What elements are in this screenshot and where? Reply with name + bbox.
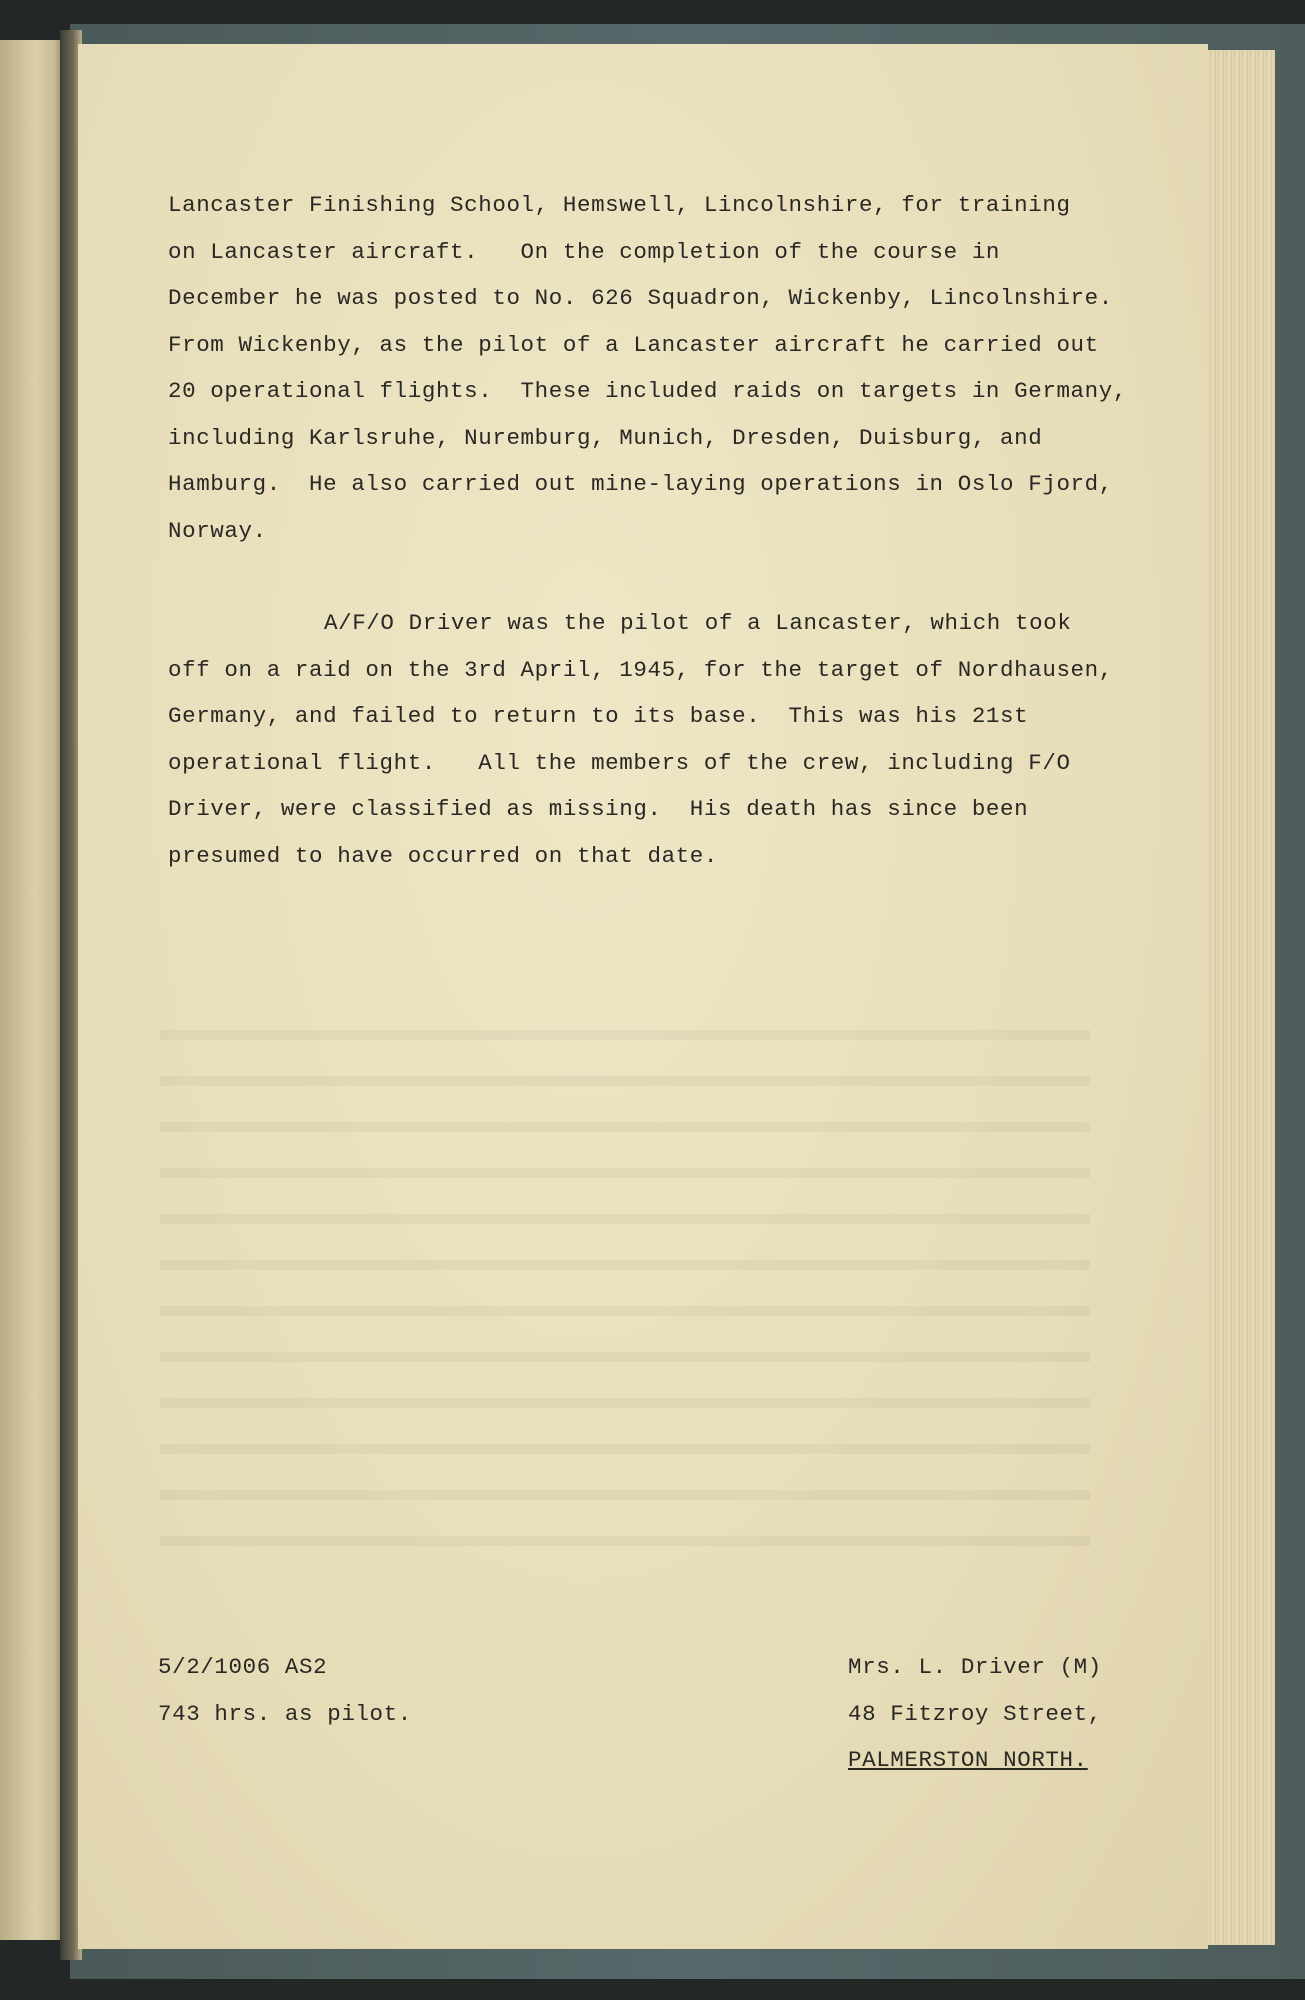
left-page [0,40,64,1940]
text-line: A/F/O Driver was the pilot of a Lancaster, which took [324,610,1072,636]
city: PALMERSTON NORTH. [848,1747,1088,1773]
text-line: operational flight. All the members of the crew, including F/O [168,749,1071,776]
text-line: Lancaster Finishing School, Hemswell, Lincolnshire, for training [168,192,1071,218]
text-line: Germany, and failed to return to its base. This was his 21st [168,703,1029,729]
text-line: Norway. [168,517,267,544]
addressee-name: Mrs. L. Driver (M) [848,1654,1102,1680]
body-text [168,182,1188,879]
next-of-kin-address [848,1644,1102,1784]
text-line: Hamburg. He also carried out mine-laying operations in Oslo Fjord, [168,471,1113,497]
bleed-through-text [160,1000,1090,1560]
text-line: From Wickenby, as the pilot of a Lancaster aircraft he carried out [168,331,1099,358]
street-address: 48 Fitzroy Street, [848,1700,1102,1727]
paragraph-gap [168,554,1188,600]
text-line: 20 operational flights. These included raids on targets in Germany, [168,378,1127,404]
text-line: on Lancaster aircraft. On the completion of the course in [168,238,1001,265]
text-line: presumed to have occurred on that date. [168,842,718,869]
file-number: 5/2/1006 AS2 [158,1654,328,1680]
text-line: including Karlsruhe, Nuremburg, Munich, Dresden, Duisburg, and [168,424,1043,451]
text-line: Driver, were classified as missing. His death has since been [168,796,1029,822]
file-reference [158,1644,412,1737]
flying-hours: 743 hrs. as pilot. [158,1700,412,1727]
page-edges [1200,50,1275,1945]
text-line: December he was posted to No. 626 Squadron, Wickenby, Lincolnshire. [168,285,1113,311]
text-line: off on a raid on the 3rd April, 1945, for the target of Nordhausen, [168,656,1113,683]
